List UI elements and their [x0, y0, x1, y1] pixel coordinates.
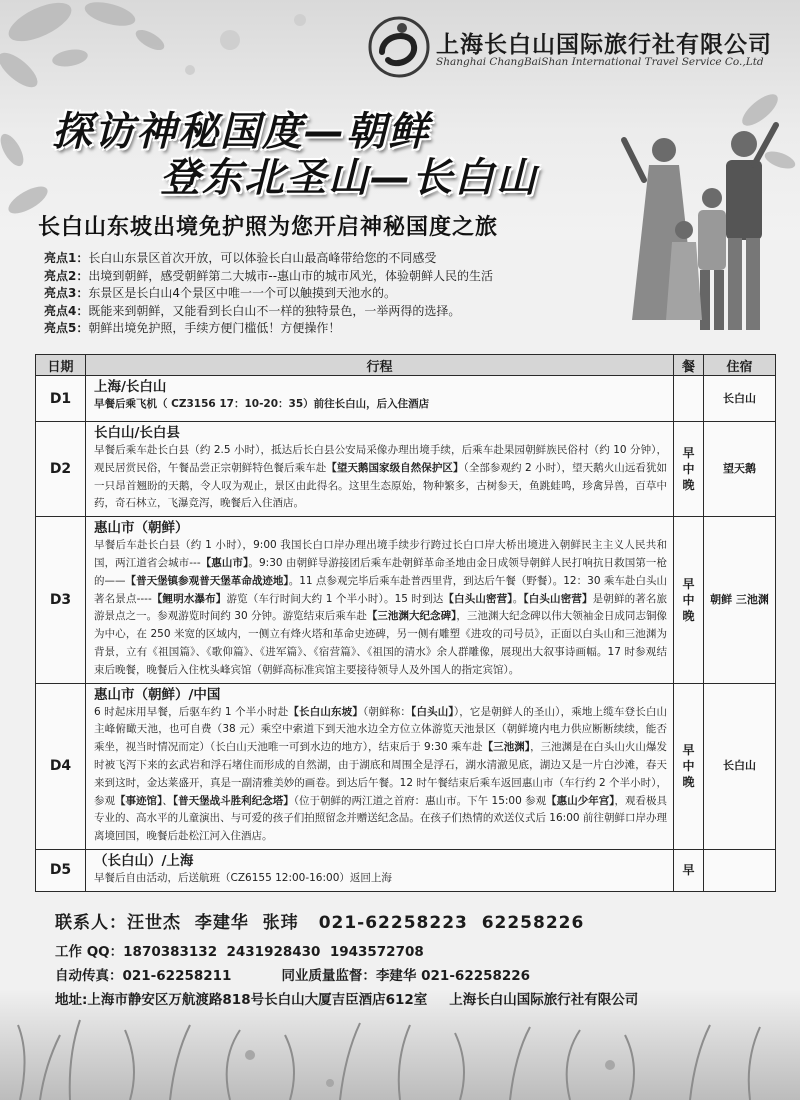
day-cell: D4 — [36, 683, 86, 849]
route-cell — [86, 422, 674, 517]
day-cell: D3 — [36, 517, 86, 683]
highlight-item — [44, 250, 614, 268]
route-title: 上海/长白山 — [94, 379, 167, 395]
contact-phones: 021-62258223 62258226 — [318, 913, 585, 933]
address-text: 上海市静安区万航渡路818号长白山大厦吉臣酒店612室 — [87, 992, 428, 1008]
itinerary-table — [35, 354, 776, 892]
fax-number: 021-62258211 — [122, 968, 232, 984]
highlight-text: 长白山东景区首次开放，可以体验长白山最高峰带给您的不同感受 — [88, 251, 437, 265]
route-cell — [86, 683, 674, 849]
header-meal: 餐 — [674, 355, 704, 376]
fax-label: 自动传真： — [55, 968, 123, 984]
address-label: 地址: — [55, 992, 88, 1008]
day-cell: D2 — [36, 422, 86, 517]
route-title: 长白山/长白县 — [94, 425, 180, 441]
contact-qq-line — [55, 940, 775, 964]
route-detail: 早餐后乘车赴长白县（约 2.5 小时），抵达后长白县公安局采像办理出境手续，后乘车赴果园朝鲜族民俗村（约 10 分钟），观民居赏民俗，午餐品尝正宗朝鲜特色餐后乘车赴【望天鹅国家级自然保护区】（全部参观约 2 小时），望天鹅火山远看犹如一只昂首翘盼的天鹅，令人叹为观止，景区由此得名。这里生态原始，物种繁多，古树参天，鱼跳蛙鸣，珍禽异兽，百草中药，奇石林立，飞瀑竞泻，晚餐后入住酒店。 — [94, 444, 668, 510]
meal-cell — [674, 376, 704, 422]
table-row — [36, 849, 776, 891]
highlight-text: 出境到朝鲜，感受朝鲜第二大城市--惠山市的城市风光，体验朝鲜人民的生活 — [88, 268, 494, 283]
company-name-cn: 上海长白山国际旅行社有限公司 — [436, 32, 772, 58]
qq-numbers: 1870383132 2431928430 1943572708 — [123, 944, 424, 960]
route-detail: 早餐后车赴长白县（约 1 小时），9:00 我国长白口岸办理出境手续步行跨过长白口岸大桥出境进入朝鲜民主主义人民共和国，两江道省会城市---【惠山市】。9:30 由朝鲜导游接团后乘车赴朝鲜革命圣地由金日成领导朝鲜人民打响抗日救国第一枪的——【普天堡镇参观普天堡革命战迹地】。11 点参观完毕后乘车赴普西里背，到达后午餐（野餐）。12：30 乘车赴白头山著名景点----【鲤明水瀑布】游览（车行时间大约 1 个半小时）。15 时到达【白头山密营】。【白头山密营】是朝鲜的著名旅游景点之一。参观游览时间约 30 分钟。游览结束后乘车赴【三池渊大纪念碑】，三池渊大纪念碑以伟大领袖金日成同志铜像为中心，在 250 米宽的区域内，一侧立有烽火塔和革命史迹碑，另一侧有雕塑《进攻的司号员》，正面以白头山和三池渊为背景，立有《祖国篇》、《歌仰篇》、《进军篇》、《宿营篇》、《祖国的清水》余人群雕像，展现出大叙事诗画幅。17 时参观结束后晚餐，晚餐后入住枕头峰宾馆（朝鲜高标准宾馆主要接待领导人及外国人的指定宾馆）。 — [94, 539, 668, 676]
table-row — [36, 683, 776, 849]
meal-cell: 早 中 晚 — [674, 683, 704, 849]
highlights-list — [44, 250, 614, 338]
hotel-cell — [704, 849, 776, 891]
highlight-item — [44, 285, 614, 303]
route-title: 惠山市（朝鲜） — [94, 520, 189, 537]
header-route: 行程 — [86, 355, 674, 376]
route-cell — [86, 849, 674, 891]
headline-subtitle: 长白山东坡出境免护照为您开启神秘国度之旅 — [38, 215, 499, 240]
table-row — [36, 376, 776, 422]
highlight-item — [44, 320, 614, 338]
day-cell: D1 — [36, 376, 86, 422]
meal-cell: 早 中 晚 — [674, 517, 704, 683]
hotel-cell: 朝鲜 三池渊 — [704, 517, 776, 683]
route-detail: 早餐后自由活动，后送航班（CZ6155 12:00-16:00）返回上海 — [94, 871, 392, 884]
highlight-label: 亮点5： — [44, 321, 89, 335]
highlight-text: 朝鲜出境免护照，手续方便门槛低！方便操作！ — [88, 321, 341, 335]
hotel-cell: 长白山 — [704, 376, 776, 422]
header-day: 日期 — [36, 355, 86, 376]
day-cell: D5 — [36, 849, 86, 891]
highlight-label: 亮点4： — [44, 303, 89, 318]
highlight-label: 亮点3： — [44, 286, 89, 300]
contact-label: 联系人： — [55, 913, 127, 933]
family-photo — [604, 120, 794, 340]
qq-label: 工作 QQ： — [55, 944, 124, 960]
highlight-label: 亮点1： — [44, 251, 89, 265]
meal-cell: 早 中 晚 — [674, 422, 704, 517]
supervision-contact: 李建华 021-62258226 — [375, 968, 531, 984]
table-header-row — [36, 355, 776, 376]
company-name-en: Shanghai ChangBaiShan International Travel Service Co.,Ltd — [436, 56, 764, 68]
hotel-cell: 长白山 — [704, 683, 776, 849]
contact-people: 汪世杰 李建华 张玮 — [127, 913, 299, 933]
headline-line-2: 登东北圣山—长白山 — [160, 155, 538, 201]
highlight-item — [44, 268, 614, 286]
route-detail: 早餐后乘飞机（ CZ3156 17：10-20：35）前往长白山，后入住酒店 — [94, 398, 430, 410]
route-title: （长白山）/上海 — [94, 852, 194, 869]
contact-block — [55, 906, 775, 1012]
header-hotel: 住宿 — [704, 355, 776, 376]
highlight-item — [44, 303, 614, 321]
hotel-cell: 望天鹅 — [704, 422, 776, 517]
route-detail: 6 时起床用早餐，后驱车约 1 个半小时赴【长白山东坡】（朝鲜称：【白头山】），它是朝鲜人的圣山），乘地上缆车登长白山主峰俯瞰天池，也可自费（38 元）乘空中索道下到天池水边全方位立体游览天池景区（朝鲜境内电力供应断断续续，能否乘坐，视当时情况而定）（长白山天池唯一可到水边的地方），结束后于 9:30 乘车赴【三池渊】，三池渊是在白头山火山爆发时被飞泻下来的玄武岩和浮石堵住而形成的自然湖，由于湖底和周围全是浮石，湖水清澈见底，湖边又是一片白沙滩，春天来到这时，金达莱盛开，真是一副清雅美妙的画卷。到达后午餐。12 时午餐结束后乘车返回惠山市（车行约 2 个半小时），参观【事迹馆】、【普天堡战斗胜利纪念塔】（位于朝鲜的两江道之首府：惠山市。下午 15:00 参观【惠山少年宫】，观看极具专业的、高水平的儿童演出、与可爱的孩子们拍照留念并赠送纪念品。在孩子们热情的欢送仪式后 16:00 前往朝鲜口岸办理离境回国，晚餐后赴松江河入住酒店。 — [94, 705, 668, 843]
supervision-label: 同业质量监督： — [281, 968, 376, 984]
route-cell — [86, 376, 674, 422]
table-row — [36, 517, 776, 683]
highlight-label: 亮点2： — [44, 268, 89, 283]
company-logo — [368, 16, 430, 78]
meal-cell: 早 — [674, 849, 704, 891]
headline-line-1: 探访神秘国度—朝鲜 — [52, 109, 430, 155]
contact-address-line — [55, 988, 775, 1012]
contact-fax-line — [55, 964, 775, 988]
table-row — [36, 422, 776, 517]
route-title: 惠山市（朝鲜）/中国 — [94, 686, 221, 703]
highlight-text: 东景区是长白山4个景区中唯一一个可以触摸到天池水的。 — [88, 286, 396, 300]
address-company: 上海长白山国际旅行社有限公司 — [449, 992, 639, 1008]
highlight-text: 既能来到朝鲜，又能看到长白山不一样的独特景色，一举两得的选择。 — [88, 303, 461, 318]
route-cell — [86, 517, 674, 683]
contact-people-line — [55, 906, 775, 940]
